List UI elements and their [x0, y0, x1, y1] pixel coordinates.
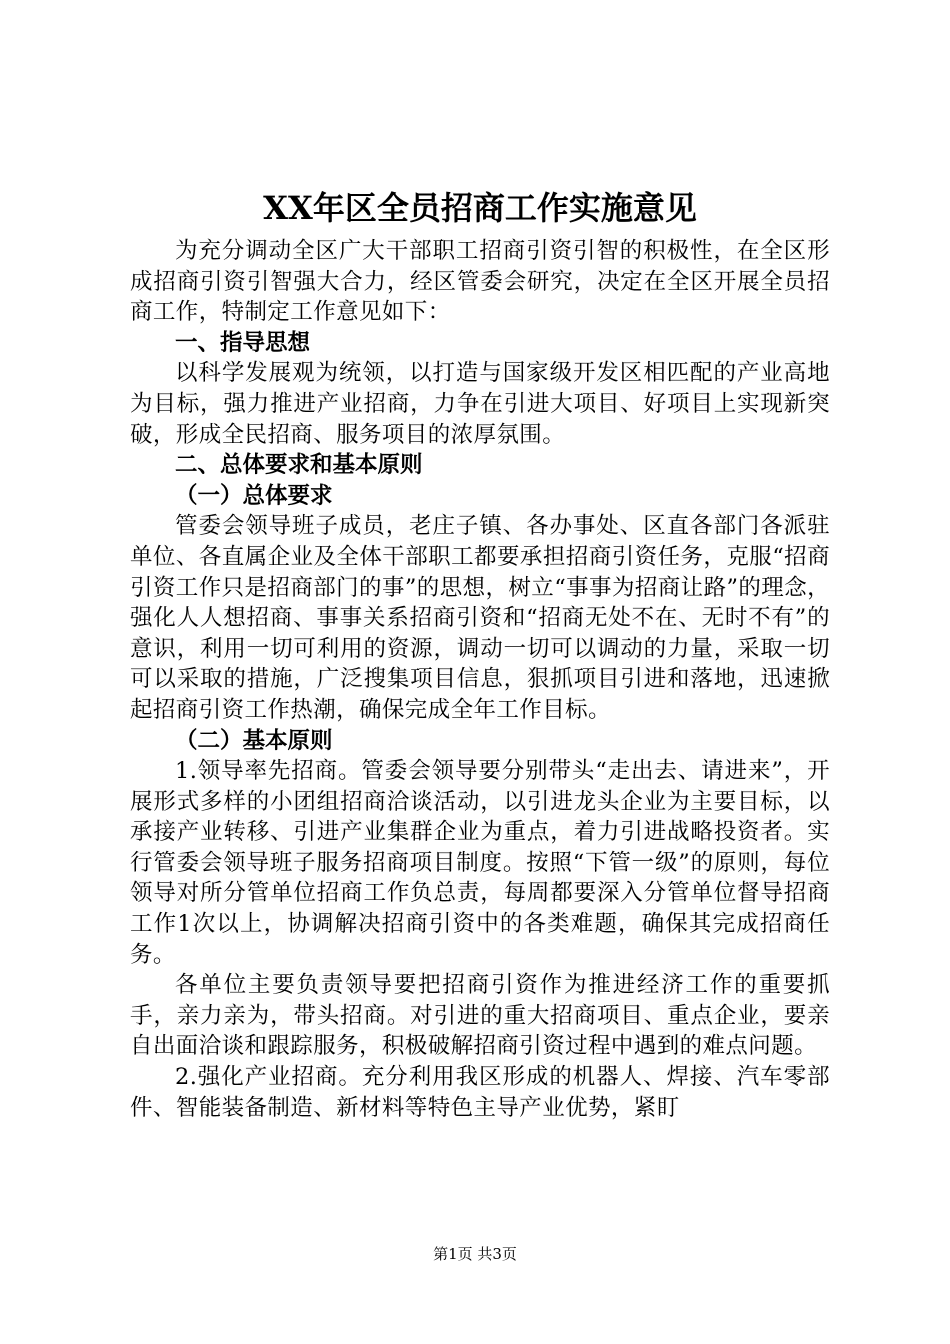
document-title: XX年区全员招商工作实施意见: [263, 189, 697, 227]
page-number-footer: 第1页 共3页: [433, 1245, 517, 1263]
section-heading-requirements-principles: 二、总体要求和基本原则: [175, 452, 423, 479]
document-body: [130, 184, 830, 1123]
guiding-ideology-paragraph: 以科学发展观为统领，以打造与国家级开发区相匹配的产业高地为目标，强力推进产业招商，力争在引进大项目、好项目上实现新突破，形成全民招商、服务项目的浓厚氛围。: [130, 360, 830, 448]
overall-requirements-paragraph: 管委会领导班子成员，老庄子镇、各办事处、区直各部门各派驻单位、各直属企业及全体干部职工都要承担招商引资任务，克服“招商引资工作只是招商部门的事”的思想，树立“事事为招商让路”的理念，强化人人想招商、事事关系招商引资和“招商无处不在、无时不有”的意识，利用一切可利用的资源，调动一切可以调动的力量，采取一切可以采取的措施，广泛搜集项目信息，狠抓项目引进和落地，迅速掀起招商引资工作热潮，确保完成全年工作目标。: [130, 513, 830, 723]
subsection-heading-overall-requirements: （一）总体要求: [175, 482, 333, 509]
principle-1-extra-paragraph: 各单位主要负责领导要把招商引资作为推进经济工作的重要抓手，亲力亲为，带头招商。对引进的重大招商项目、重点企业，要亲自出面洽谈和跟踪服务，积极破解招商引资过程中遇到的难点问题。: [130, 972, 830, 1060]
intro-paragraph: 为充分调动全区广大干部职工招商引资引智的积极性，在全区形成招商引资引智强大合力，经区管委会研究，决定在全区开展全员招商工作，特制定工作意见如下：: [130, 238, 830, 326]
subsection-heading-basic-principles: （二）基本原则: [175, 727, 333, 754]
principle-2-paragraph: 2.强化产业招商。充分利用我区形成的机器人、焊接、汽车零部件、智能装备制造、新材料等特色主导产业优势，紧盯: [130, 1064, 830, 1121]
section-heading-guiding-ideology: 一、指导思想: [175, 329, 311, 356]
principle-1-paragraph: 1.领导率先招商。管委会领导要分别带头“走出去、请进来”，开展形式多样的小团组招商洽谈活动，以引进龙头企业为主要目标，以承接产业转移、引进产业集群企业为重点，着力引进战略投资者。实行管委会领导班子服务招商项目制度。按照“下管一级”的原则，每位领导对所分管单位招商工作负总责，每周都要深入分管单位督导招商工作1次以上，协调解决招商引资中的各类难题，确保其完成招商任务。: [130, 758, 830, 968]
